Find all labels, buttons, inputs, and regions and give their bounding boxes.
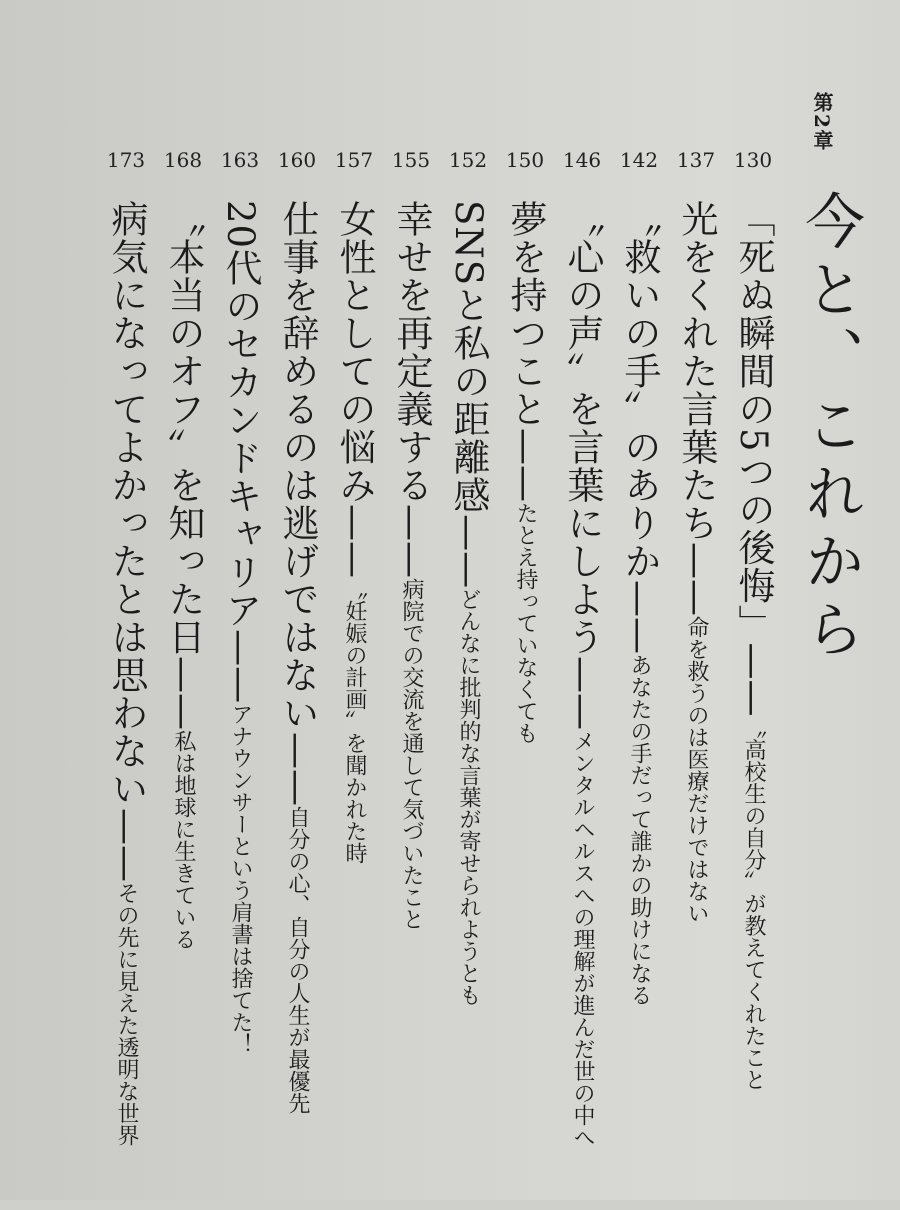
entry-text	[326, 200, 382, 1210]
entry-subtitle: 命を救うのは医療だけではない	[684, 616, 709, 924]
page-number: 163	[220, 148, 260, 172]
entry-subtitle: あなたの手だって誰かの助けになる	[627, 654, 652, 1006]
entry-subtitle: 〝妊娠の計画〟を聞かれた時	[342, 578, 367, 864]
entry-dash: ——	[105, 808, 148, 882]
page-number: 150	[505, 148, 545, 172]
entry-dash: ——	[219, 629, 262, 704]
entry-title: 〝救いの手〟のありか	[618, 200, 661, 580]
entry-text	[440, 200, 496, 1210]
entry-dash: ——	[333, 504, 376, 578]
page-number: 168	[163, 148, 203, 172]
entry-dash: ——	[732, 642, 775, 717]
entry-subtitle: その先に見えた透明な世界	[114, 882, 139, 1146]
entry-text	[497, 200, 553, 1210]
entry-dash: ——	[162, 656, 205, 730]
entry-text	[98, 200, 154, 1210]
page-number: 155	[391, 148, 431, 172]
entry-title: 光をくれた言葉たち	[675, 200, 718, 542]
page-number: 146	[562, 148, 602, 172]
entry-subtitle: どんなに批判的な言葉が寄せられようとも	[456, 588, 481, 1007]
page-number: 157	[334, 148, 374, 172]
entry-text	[611, 200, 667, 1210]
entry-title: 幸せを再定義する	[390, 200, 433, 504]
page-number: 130	[733, 148, 773, 172]
entry-title: 病気になってよかったとは思わない	[105, 200, 148, 808]
entry-dash: ——	[618, 580, 661, 654]
entry-subtitle: アナウンサーという肩書は捨てた！	[228, 703, 253, 1056]
entry-subtitle: たとえ持っていなくても	[513, 502, 538, 744]
page-number: 142	[619, 148, 659, 172]
entry-subtitle: 自分の心、自分の人生が最優先	[285, 806, 310, 1114]
entry-text	[269, 200, 325, 1210]
entry-title: 夢を持つこと	[504, 200, 547, 428]
entry-title: 〝本当のオフ〟を知った日	[162, 200, 205, 656]
page-number: 152	[448, 148, 488, 172]
entry-dash: ——	[390, 504, 433, 578]
entry-subtitle: メンタルヘルスへの理解が進んだ世の中へ	[570, 730, 595, 1148]
entry-dash: ——	[447, 514, 490, 589]
chapter-label: 第2章	[810, 92, 834, 152]
entry-title: 20代のセカンドキャリア	[219, 200, 262, 630]
entry-subtitle: 〝高校生の自分〟が教えてくれたこと	[741, 716, 766, 1091]
entry-title: SNSと私の距離感	[447, 200, 490, 515]
entry-text	[668, 200, 724, 1210]
entry-text	[554, 200, 610, 1210]
page-number: 173	[106, 148, 146, 172]
entry-text	[155, 200, 211, 1210]
entry-title: 仕事を辞めるのは逃げではない	[276, 200, 319, 732]
entry-dash: ——	[276, 732, 319, 806]
entry-text	[212, 200, 268, 1210]
entry-dash: ——	[675, 542, 718, 616]
page-number: 160	[277, 148, 317, 172]
entry-title: 〝心の声〟を言葉にしよう	[561, 200, 604, 656]
chapter-title: 今と、これから	[795, 190, 865, 666]
entry-title: 女性としての悩み	[333, 200, 376, 504]
entry-title: 「死ぬ瞬間の5つの後悔」	[732, 200, 775, 643]
entry-dash: ——	[561, 656, 604, 730]
entry-text	[383, 200, 439, 1210]
entry-text	[725, 200, 781, 1210]
entry-subtitle: 私は地球に生きている	[171, 730, 196, 950]
page-number: 137	[676, 148, 716, 172]
entry-dash: ——	[504, 428, 547, 502]
entry-subtitle: 病院での交流を通して気づいたこと	[399, 578, 424, 930]
